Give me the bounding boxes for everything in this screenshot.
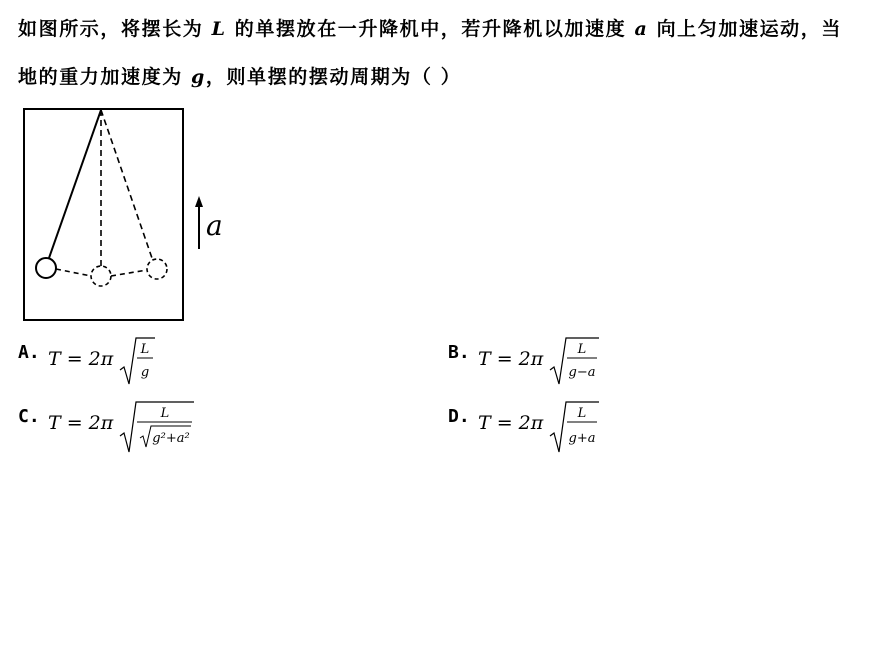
formula-c	[48, 400, 238, 456]
dashed-bob-right	[147, 259, 167, 279]
fraction-denominator: g	[140, 365, 150, 380]
arrow-up-icon	[195, 196, 203, 207]
option-letter: C.	[18, 406, 40, 427]
option-letter: D.	[448, 406, 470, 427]
formula-lhs: T = 2π	[478, 348, 544, 370]
fraction-numerator: L	[577, 406, 587, 421]
option-letter: A.	[18, 342, 40, 363]
fraction-numerator: L	[160, 406, 170, 421]
question-text: 地的重力加速度为	[18, 66, 192, 88]
formula-lhs: T = 2π	[478, 412, 544, 434]
elevator-box	[24, 109, 183, 320]
option-a[interactable]	[18, 336, 218, 388]
dashed-swing-path	[56, 269, 147, 276]
option-d[interactable]	[448, 400, 648, 456]
option-letter: B.	[448, 342, 470, 363]
fraction-denominator: g−a	[568, 365, 596, 380]
fraction-denominator: g²+a²	[152, 431, 190, 446]
length-symbol: L	[211, 18, 227, 40]
sqrt-sign	[120, 338, 155, 384]
formula-a	[48, 336, 218, 388]
option-b[interactable]	[448, 336, 648, 388]
question-text: 的单摆放在一升降机中，若升降机以加速度	[226, 18, 635, 40]
option-c[interactable]	[18, 400, 238, 456]
elevator-pendulum-figure	[20, 104, 240, 326]
formula-b	[478, 336, 648, 388]
gravity-symbol: g	[191, 66, 206, 88]
formula-lhs: T = 2π	[48, 348, 114, 370]
acceleration-symbol: a	[634, 18, 649, 40]
fraction-numerator: L	[140, 342, 150, 357]
question-text: 向上匀加速运动，当	[648, 18, 842, 40]
formula-d	[478, 400, 648, 456]
fraction-numerator: L	[577, 342, 587, 357]
pendulum-string	[49, 110, 101, 258]
dashed-bob-center	[91, 266, 111, 286]
question-line-2	[18, 62, 461, 89]
pendulum-bob	[36, 258, 56, 278]
question-text: ，则单摆的摆动周期为（ ）	[205, 66, 462, 88]
formula-lhs: T = 2π	[48, 412, 114, 434]
question-line-1	[18, 14, 842, 41]
question-text: 如图所示，将摆长为	[18, 18, 212, 40]
acceleration-label: a	[206, 209, 223, 242]
dashed-string-right	[101, 110, 153, 261]
fraction-denominator: g+a	[568, 431, 596, 446]
